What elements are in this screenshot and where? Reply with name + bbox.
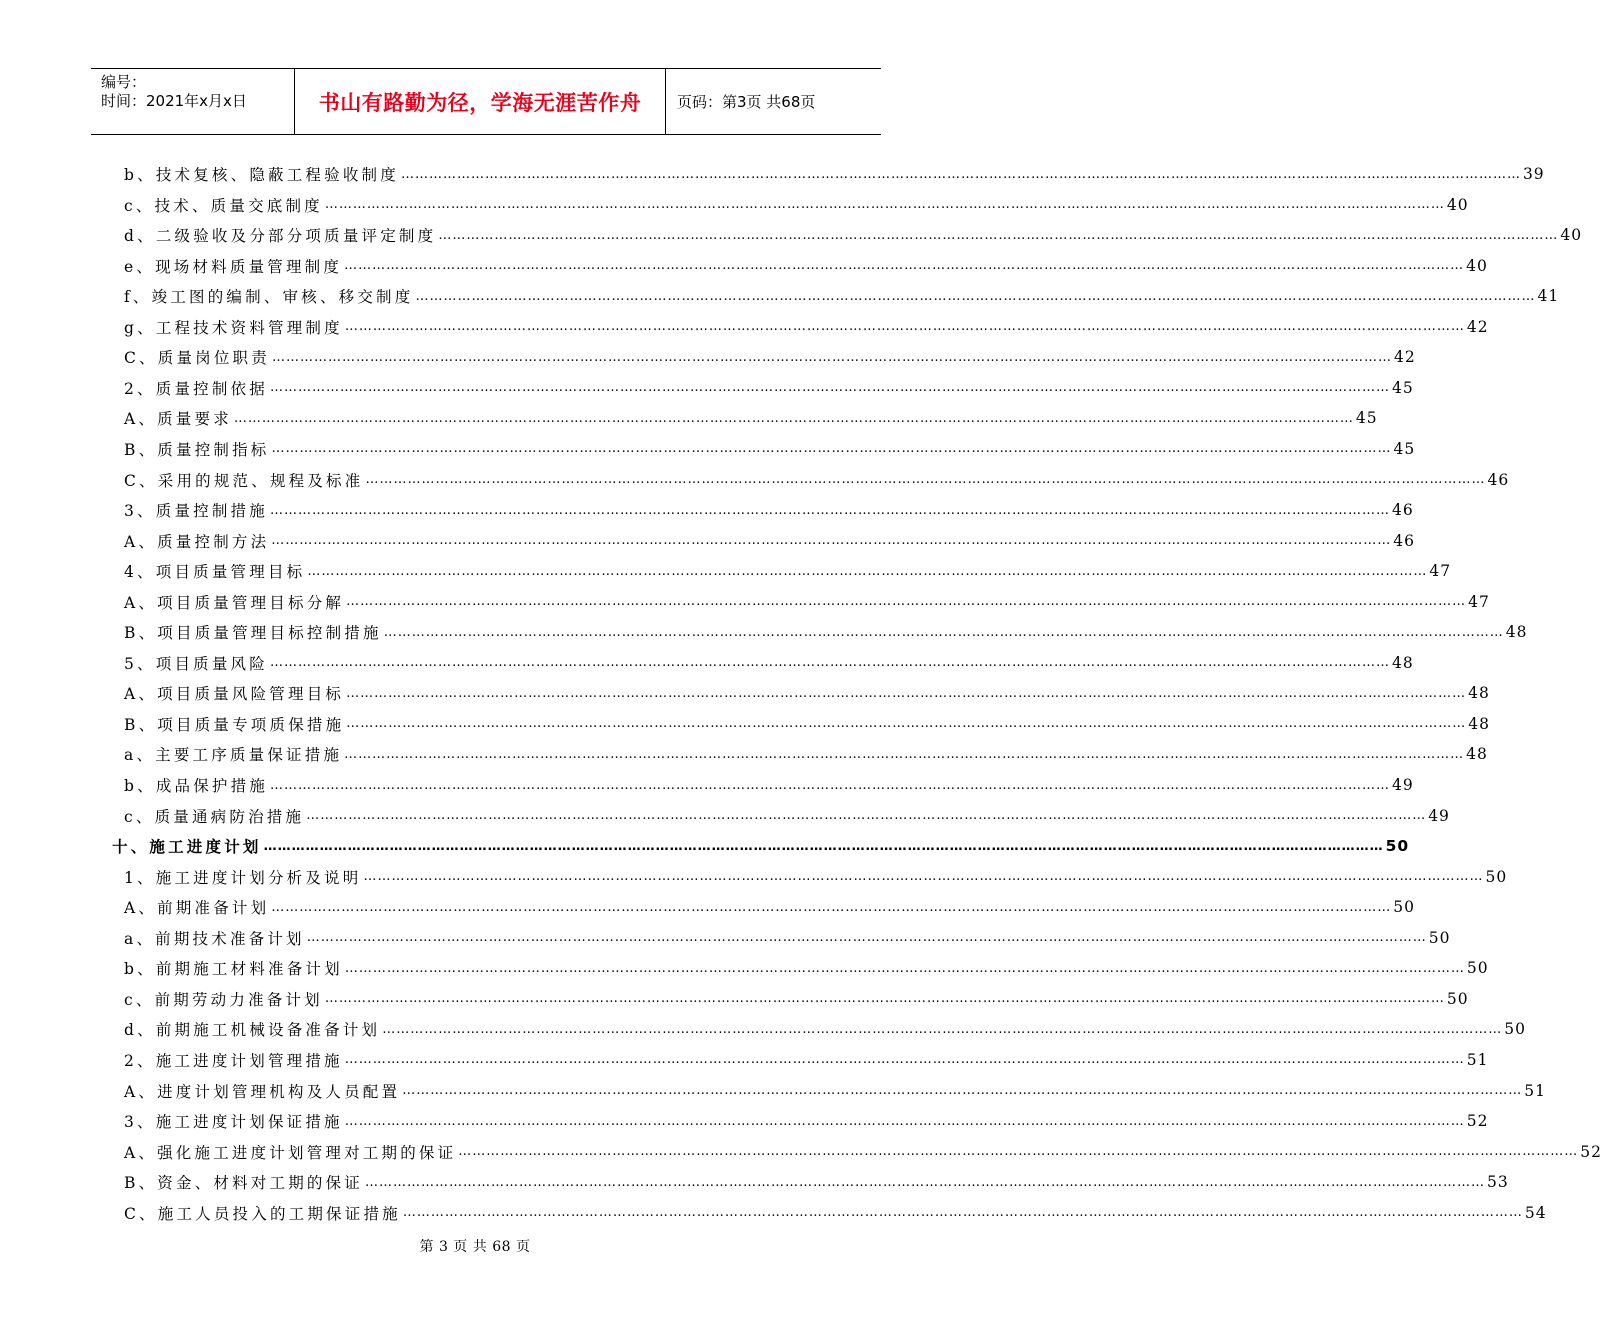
toc-entry-title: B、项目质量管理目标控制措施	[124, 624, 382, 643]
toc-leader-dots: ……………………………………………………………………………………………………………………………………………………………………………………………………………………	[438, 227, 1559, 243]
toc-entry[interactable]	[108, 529, 1416, 553]
toc-entry-page: 48	[1468, 714, 1491, 733]
toc-entry[interactable]	[108, 223, 1583, 247]
toc-entry[interactable]	[108, 284, 1560, 308]
toc-entry-page: 46	[1393, 531, 1416, 550]
toc-entry-title: B、质量控制指标	[124, 440, 270, 459]
toc-leader-dots: ……………………………………………………………………………………………………………………………………………………………………………………………………………………	[263, 838, 1384, 854]
toc-entry[interactable]	[108, 315, 1489, 339]
toc-entry-title: A、质量控制方法	[124, 532, 270, 551]
toc-entry-title: g、工程技术资料管理制度	[124, 318, 343, 337]
toc-entry[interactable]	[108, 956, 1489, 980]
toc-entry-page: 45	[1355, 409, 1378, 428]
toc-entry-title: A、前期准备计划	[124, 899, 270, 918]
toc-entry-page: 50	[1446, 989, 1469, 1008]
toc-entry-title: 4、项目质量管理目标	[124, 563, 306, 582]
toc-entry-page: 40	[1560, 226, 1583, 245]
toc-entry-page: 54	[1524, 1203, 1547, 1222]
toc-entry-title: A、强化施工进度计划管理对工期的保证	[124, 1143, 457, 1162]
serial-label: 编号：	[101, 73, 147, 91]
toc-entry-page: 50	[1485, 867, 1508, 886]
toc-entry-page: 40	[1466, 256, 1488, 275]
toc-entry[interactable]	[108, 834, 1410, 858]
toc-leader-dots: ……………………………………………………………………………………………………………………………………………………………………………………………………………………	[363, 869, 1484, 885]
toc-leader-dots: ……………………………………………………………………………………………………………………………………………………………………………………………………………………	[415, 288, 1536, 304]
toc-entry[interactable]	[108, 987, 1469, 1011]
toc-entry-title: a、前期技术准备计划	[124, 929, 305, 948]
toc-entry-title: b、成品保护措施	[124, 777, 269, 795]
toc-entry[interactable]	[108, 193, 1469, 217]
toc-entry-title: e、现场材料质量管理制度	[124, 257, 343, 276]
toc-entry-title: 3、施工进度计划保证措施	[124, 1113, 343, 1132]
toc-entry-title: 2、施工进度计划管理措施	[124, 1051, 343, 1070]
toc-entry-page: 45	[1393, 439, 1416, 458]
toc-leader-dots: ……………………………………………………………………………………………………………………………………………………………………………………………………………………	[344, 1113, 1465, 1129]
toc-leader-dots: ……………………………………………………………………………………………………………………………………………………………………………………………………………………	[306, 808, 1427, 824]
toc-entry-page: 50	[1466, 959, 1489, 978]
toc-entry-page: 51	[1524, 1081, 1546, 1100]
toc-leader-dots: ……………………………………………………………………………………………………………………………………………………………………………………………………………………	[458, 1144, 1579, 1160]
toc-leader-dots: ……………………………………………………………………………………………………………………………………………………………………………………………………………………	[271, 349, 1392, 365]
toc-leader-dots: ……………………………………………………………………………………………………………………………………………………………………………………………………………………	[324, 197, 1445, 213]
toc-entry-title: d、前期施工机械设备准备计划	[124, 1021, 381, 1040]
toc-entry-title: c、前期劳动力准备计划	[124, 990, 323, 1009]
toc-entry-title: 5、项目质量风险	[124, 654, 268, 673]
toc-leader-dots: ……………………………………………………………………………………………………………………………………………………………………………………………………………………	[346, 716, 1467, 732]
toc-entry-page: 50	[1385, 837, 1410, 856]
toc-entry[interactable]	[108, 681, 1490, 705]
toc-entry-page: 50	[1504, 1020, 1526, 1039]
toc-entry-title: c、质量通病防治措施	[124, 807, 305, 826]
toc-entry-title: 1、施工进度计划分析及说明	[124, 868, 362, 887]
toc-leader-dots: ……………………………………………………………………………………………………………………………………………………………………………………………………………………	[344, 1052, 1465, 1068]
toc-entry-page: 49	[1392, 776, 1414, 794]
toc-entry[interactable]	[108, 742, 1488, 766]
toc-entry-title: 十、施工进度计划	[112, 838, 262, 857]
toc-entry-title: C、施工人员投入的工期保证措施	[124, 1204, 401, 1223]
toc-leader-dots: ……………………………………………………………………………………………………………………………………………………………………………………………………………………	[346, 594, 1467, 610]
toc-leader-dots: ……………………………………………………………………………………………………………………………………………………………………………………………………………………	[365, 1174, 1485, 1190]
toc-entry[interactable]	[108, 376, 1414, 400]
toc-entry-title: d、二级验收及分部分项质量评定制度	[124, 227, 437, 246]
toc-leader-dots: ……………………………………………………………………………………………………………………………………………………………………………………………………………………	[344, 960, 1465, 976]
toc-leader-dots: ……………………………………………………………………………………………………………………………………………………………………………………………………………………	[307, 563, 1428, 579]
toc-leader-dots: ……………………………………………………………………………………………………………………………………………………………………………………………………………………	[344, 746, 1465, 762]
toc-entry-title: A、项目质量管理目标分解	[124, 593, 345, 612]
toc-entry-page: 49	[1428, 806, 1450, 825]
toc-entry-page: 50	[1393, 898, 1416, 917]
toc-entry-page: 47	[1429, 562, 1452, 581]
toc-leader-dots: ……………………………………………………………………………………………………………………………………………………………………………………………………………………	[269, 502, 1390, 518]
toc-entry[interactable]	[108, 620, 1528, 644]
toc-entry-title: b、技术复核、隐蔽工程验收制度	[124, 166, 399, 184]
toc-entry-page: 45	[1391, 378, 1414, 397]
toc-entry-page: 41	[1537, 287, 1560, 306]
toc-leader-dots: ……………………………………………………………………………………………………………………………………………………………………………………………………………………	[402, 1205, 1523, 1221]
toc-entry[interactable]	[108, 712, 1491, 736]
toc-leader-dots: ……………………………………………………………………………………………………………………………………………………………………………………………………………………	[269, 655, 1390, 671]
toc-leader-dots: ……………………………………………………………………………………………………………………………………………………………………………………………………………………	[270, 777, 1391, 793]
toc-entry[interactable]	[108, 345, 1416, 369]
toc-entry[interactable]	[108, 773, 1414, 797]
toc-entry-title: C、采用的规范、规程及标准	[124, 471, 364, 490]
toc-leader-dots: ……………………………………………………………………………………………………………………………………………………………………………………………………………………	[383, 624, 1504, 640]
toc-entry-title: 3、质量控制措施	[124, 502, 268, 521]
toc-leader-dots: ……………………………………………………………………………………………………………………………………………………………………………………………………………………	[365, 472, 1486, 487]
toc-entry[interactable]	[108, 1048, 1489, 1072]
toc-entry[interactable]	[108, 1109, 1489, 1133]
toc-entry[interactable]	[108, 254, 1488, 278]
toc-leader-dots: ……………………………………………………………………………………………………………………………………………………………………………………………………………………	[271, 441, 1392, 457]
toc-entry-page: 39	[1522, 165, 1545, 183]
toc-entry[interactable]	[108, 865, 1508, 889]
toc-entry[interactable]	[108, 498, 1414, 522]
toc-entry[interactable]	[108, 162, 1545, 186]
toc-entry[interactable]	[108, 590, 1490, 614]
toc-leader-dots: ……………………………………………………………………………………………………………………………………………………………………………………………………………………	[400, 166, 1521, 182]
toc-entry[interactable]	[108, 1017, 1526, 1041]
toc-entry-page: 52	[1466, 1112, 1489, 1131]
toc-entry-page: 46	[1391, 501, 1414, 520]
toc-leader-dots: ……………………………………………………………………………………………………………………………………………………………………………………………………………………	[269, 380, 1390, 396]
toc-entry[interactable]	[108, 1140, 1602, 1164]
toc-entry-page: 42	[1393, 348, 1416, 367]
toc-leader-dots: ……………………………………………………………………………………………………………………………………………………………………………………………………………………	[306, 930, 1427, 946]
toc-entry-title: a、主要工序质量保证措施	[124, 746, 343, 765]
toc-leader-dots: ……………………………………………………………………………………………………………………………………………………………………………………………………………………	[271, 533, 1392, 549]
toc-entry[interactable]	[108, 1079, 1546, 1103]
toc-entry-title: c、技术、质量交底制度	[124, 196, 323, 215]
toc-entry-title: A、项目质量风险管理目标	[124, 685, 345, 704]
toc-entry-page: 48	[1468, 684, 1490, 703]
toc-entry[interactable]	[108, 406, 1378, 430]
toc-entry[interactable]	[108, 895, 1416, 919]
toc-leader-dots: ……………………………………………………………………………………………………………………………………………………………………………………………………………………	[233, 410, 1354, 426]
toc-entry[interactable]	[108, 1201, 1547, 1225]
toc-entry-page: 52	[1580, 1142, 1602, 1161]
toc-entry[interactable]	[108, 468, 1510, 492]
toc-entry-page: 51	[1466, 1050, 1489, 1069]
toc-entry-title: C、质量岗位职责	[124, 349, 270, 368]
toc-entry-page: 46	[1487, 470, 1510, 489]
toc-entry[interactable]	[108, 651, 1414, 675]
toc-entry[interactable]	[108, 559, 1452, 583]
toc-entry-page: 48	[1466, 745, 1488, 764]
toc-entry-title: 2、质量控制依据	[124, 379, 268, 398]
toc-entry-title: A、进度计划管理机构及人员配置	[124, 1082, 401, 1101]
toc-entry-title: A、质量要求	[124, 410, 232, 429]
toc-entry-page: 40	[1446, 195, 1469, 214]
toc-leader-dots: ……………………………………………………………………………………………………………………………………………………………………………………………………………………	[402, 1083, 1523, 1098]
toc-entry-page: 42	[1466, 317, 1489, 336]
toc-entry-title: B、资金、材料对工期的保证	[124, 1174, 363, 1193]
toc-entry-title: B、项目质量专项质保措施	[124, 715, 345, 734]
toc-entry-page: 50	[1428, 928, 1451, 947]
toc-leader-dots: ……………………………………………………………………………………………………………………………………………………………………………………………………………………	[344, 319, 1465, 335]
toc-entry-page: 53	[1487, 1173, 1509, 1192]
header-page-label: 页码：第3页 共68页	[677, 93, 816, 111]
toc-entry[interactable]	[108, 437, 1416, 461]
toc-entry-page: 48	[1505, 623, 1528, 642]
toc-entry-page: 47	[1468, 592, 1490, 611]
toc-leader-dots: ……………………………………………………………………………………………………………………………………………………………………………………………………………………	[271, 899, 1392, 915]
toc-leader-dots: ……………………………………………………………………………………………………………………………………………………………………………………………………………………	[344, 258, 1465, 274]
toc-entry-title: b、前期施工材料准备计划	[124, 960, 343, 979]
toc-entry[interactable]	[108, 804, 1450, 828]
page-footer: 第 3 页 共 68 页	[419, 1239, 531, 1255]
toc-entry-title: f、竣工图的编制、审核、移交制度	[124, 288, 414, 307]
toc-leader-dots: ……………………………………………………………………………………………………………………………………………………………………………………………………………………	[324, 991, 1445, 1007]
toc-entry[interactable]	[108, 1170, 1509, 1194]
date-label: 时间：2021年x月x日	[101, 92, 247, 110]
toc-entry-page: 48	[1391, 653, 1414, 672]
header-motto: 书山有路勤为径，学海无涯苦作舟	[294, 69, 666, 134]
toc-leader-dots: ……………………………………………………………………………………………………………………………………………………………………………………………………………………	[346, 685, 1467, 701]
toc-entry[interactable]	[108, 926, 1451, 950]
toc-leader-dots: ……………………………………………………………………………………………………………………………………………………………………………………………………………………	[382, 1021, 1503, 1037]
